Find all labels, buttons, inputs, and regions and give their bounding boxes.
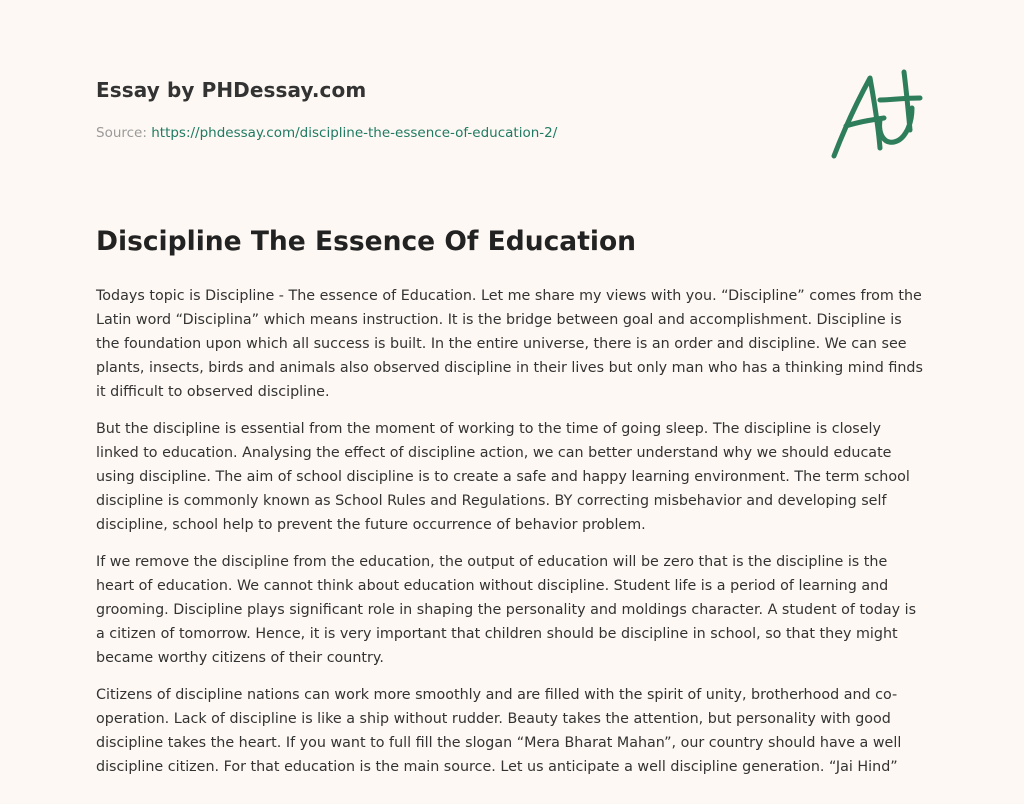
source-link[interactable]: https://phdessay.com/discipline-the-essence-of-education-2/: [151, 125, 558, 141]
essay-paragraph: But the discipline is essential from the moment of working to the time of going sleep. The discipline is closely linked to education. Analysing the effect of discipline action, we can better understand why we should educate using discipline. The aim of school discipline is to create a safe and happy learning environment. The term school discipline is commonly known as School Rules and Regulations. BY correcting misbehavior and developing self discipline, school help to prevent the future occurrence of behavior problem.: [96, 421, 910, 533]
essay-paragraph: Todays topic is Discipline - The essence of Education. Let me share my views with you. “Discipline” comes from the Latin word “Disciplina” which means instruction. It is the bridge between goal and accomplishment. Discipline is the foundation upon which all success is built. In the entire universe, there is an order and discipline. We can see plants, insects, birds and animals also observed discipline in their lives but only man who has a thinking mind finds it difficult to observed discipline.: [96, 288, 923, 400]
essay-body: [96, 284, 928, 792]
essay-page: [96, 0, 928, 804]
essay-paragraph: If we remove the discipline from the education, the output of education will be zero that is the discipline is the heart of education. We cannot think about education without discipline. Student life is a period of learning and grooming. Discipline plays significant role in shaping the personality and moldings character. A student of today is a citizen of tomorrow. Hence, it is very important that children should be discipline in school, so that they might became worthy citizens of their country.: [96, 554, 917, 666]
a-plus-logo-icon: [828, 68, 928, 160]
source-line: [96, 125, 557, 141]
source-label: Source:: [96, 125, 147, 141]
site-title: Essay by PHDessay.com: [96, 78, 367, 102]
page-header: [96, 76, 928, 166]
essay-title: Discipline The Essence Of Education: [96, 226, 637, 257]
essay-paragraph: Citizens of discipline nations can work more smoothly and are filled with the spirit of unity, brotherhood and co-operation. Lack of discipline is like a ship without rudder. Beauty takes the attention, but personality with good discipline takes the heart. If you want to full fill the slogan “Mera Bharat Mahan”, our country should have a well discipline citizen. For that education is the main source. Let us anticipate a well discipline generation. “Jai Hind”: [96, 687, 902, 775]
